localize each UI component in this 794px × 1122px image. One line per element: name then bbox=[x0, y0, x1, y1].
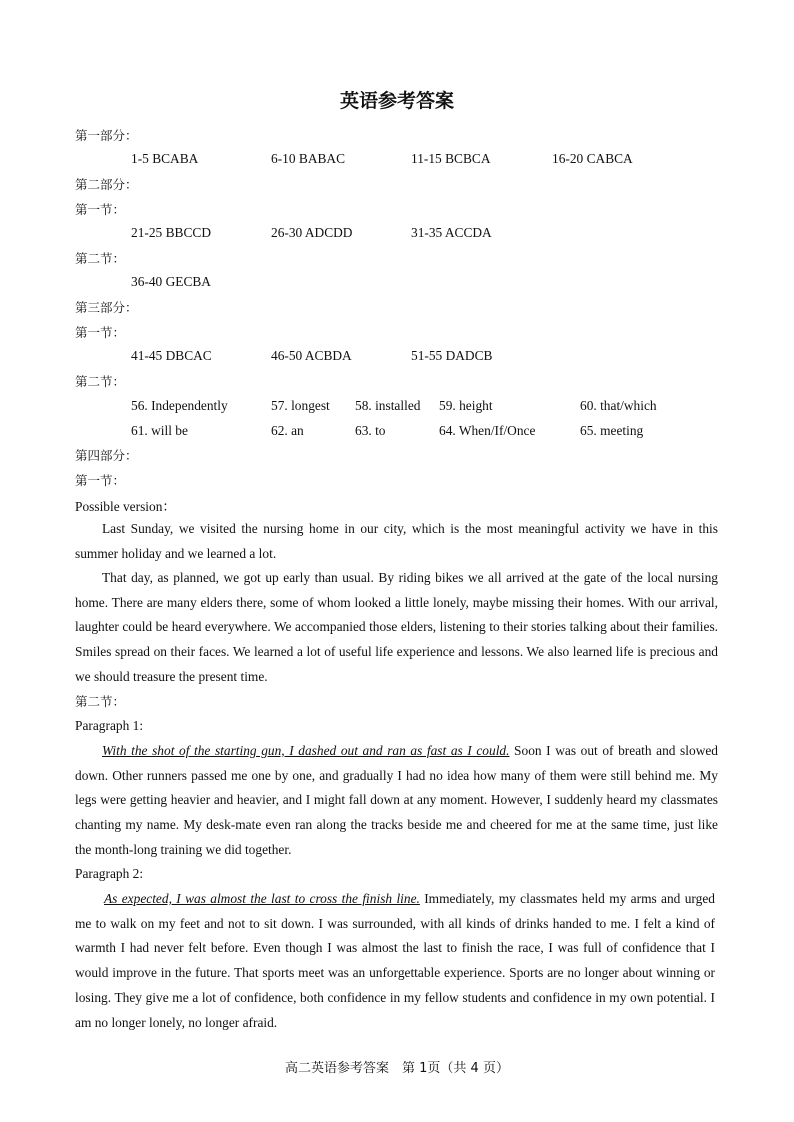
fill-answer: 63. to bbox=[355, 423, 386, 438]
possible-version-label: Possible version： bbox=[75, 499, 176, 514]
part1-heading: 第一部分： bbox=[75, 128, 138, 143]
paragraph2-label: Paragraph 2: bbox=[75, 866, 144, 881]
answer-group: 21-25 BBCCD bbox=[131, 225, 211, 240]
paragraph1-label: Paragraph 1: bbox=[75, 718, 144, 733]
part4-heading: 第四部分： bbox=[75, 448, 138, 463]
answer-group: 31-35 ACCDA bbox=[411, 225, 492, 240]
essay-paragraph: That day, as planned, we got up early than usual. By riding bikes we all arrived at the gate of the local nursing home. There are many elders there, some of whom looked a little lonely, maybe missing their homes. With our arrival, laughter could be heard everywhere. We accompanied those elders, listening to their stories talking about their families. Smiles spread on their faces. We learned a lot of useful life experience and lessons. We also learned life is precious and we should treasure the present time. bbox=[75, 570, 718, 684]
part2-heading: 第二部分： bbox=[75, 177, 138, 192]
fill-answer: 58. installed bbox=[355, 398, 421, 413]
continuation-paragraph-1 bbox=[75, 739, 718, 863]
answer-group: 41-45 DBCAC bbox=[131, 348, 212, 363]
fill-answer: 65. meeting bbox=[580, 423, 644, 438]
answer-group: 16-20 CABCA bbox=[552, 151, 633, 166]
paragraph2-lead-sentence: As expected, I was almost the last to cross the finish line. bbox=[104, 891, 420, 906]
part3-section2-heading: 第二节： bbox=[75, 374, 126, 389]
answer-group: 1-5 BCABA bbox=[131, 151, 199, 166]
answer-group: 6-10 BABAC bbox=[271, 151, 346, 166]
fill-answer: 64. When/If/Once bbox=[439, 423, 536, 438]
fill-answer: 62. an bbox=[271, 423, 304, 438]
page-footer: 高二英语参考答案 第 1页（共 4 页） bbox=[285, 1061, 509, 1076]
essay-paragraph: Last Sunday, we visited the nursing home in our city, which is the most meaningful activity we have in this summer holiday and we learned a lot. bbox=[75, 521, 718, 561]
paragraph1-lead-sentence: With the shot of the starting gun, I dashed out and ran as fast as I could. bbox=[102, 743, 510, 758]
paragraph1-body: Soon I was out of breath and slowed down. Other runners passed me one by one, and gradually I had no idea how many of them were still behind me. My legs were getting heavier and heavier, and I might fall down at any moment. However, I suddenly heard my classmates chanting my name. My desk-mate even ran along the tracks beside me and cheered for me at the same time, just like the month-long training we did together. bbox=[75, 743, 718, 857]
part4-section1-heading: 第一节： bbox=[75, 473, 126, 488]
answer-group: 46-50 ACBDA bbox=[271, 348, 352, 363]
fill-answer: 57. longest bbox=[271, 398, 330, 413]
part3-heading: 第三部分： bbox=[75, 300, 138, 315]
fill-answer: 59. height bbox=[439, 398, 493, 413]
part2-section1-heading: 第一节： bbox=[75, 202, 126, 217]
answer-group: 26-30 ADCDD bbox=[271, 225, 353, 240]
answer-group: 36-40 GECBA bbox=[131, 274, 211, 289]
answer-group: 51-55 DADCB bbox=[411, 348, 493, 363]
fill-answer: 61. will be bbox=[131, 423, 188, 438]
page-title: 英语参考答案 bbox=[339, 90, 454, 112]
fill-answer: 56. Independently bbox=[131, 398, 228, 413]
paragraph2-body: Immediately, my classmates held my arms and urged me to walk on my feet and not to sit down. I was surrounded, with all kinds of drinks handed to me. I felt a kind of warmth I had never felt before. Even though I was almost the last to finish the race, I was full of confidence that I would improve in the future. That sports meet was an unforgettable experience. Sports are no longer about winning or losing. They give me a lot of confidence, both confidence in my fellow students and confidence in my own potential. I am no longer lonely, no longer afraid. bbox=[75, 891, 715, 1030]
fill-answer: 60. that/which bbox=[580, 398, 657, 413]
part3-section1-heading: 第一节： bbox=[75, 325, 126, 340]
continuation-paragraph-2 bbox=[75, 887, 715, 1035]
part4-section2-heading: 第二节： bbox=[75, 694, 126, 709]
part2-section2-heading: 第二节： bbox=[75, 251, 126, 266]
answer-group: 11-15 BCBCA bbox=[411, 151, 491, 166]
